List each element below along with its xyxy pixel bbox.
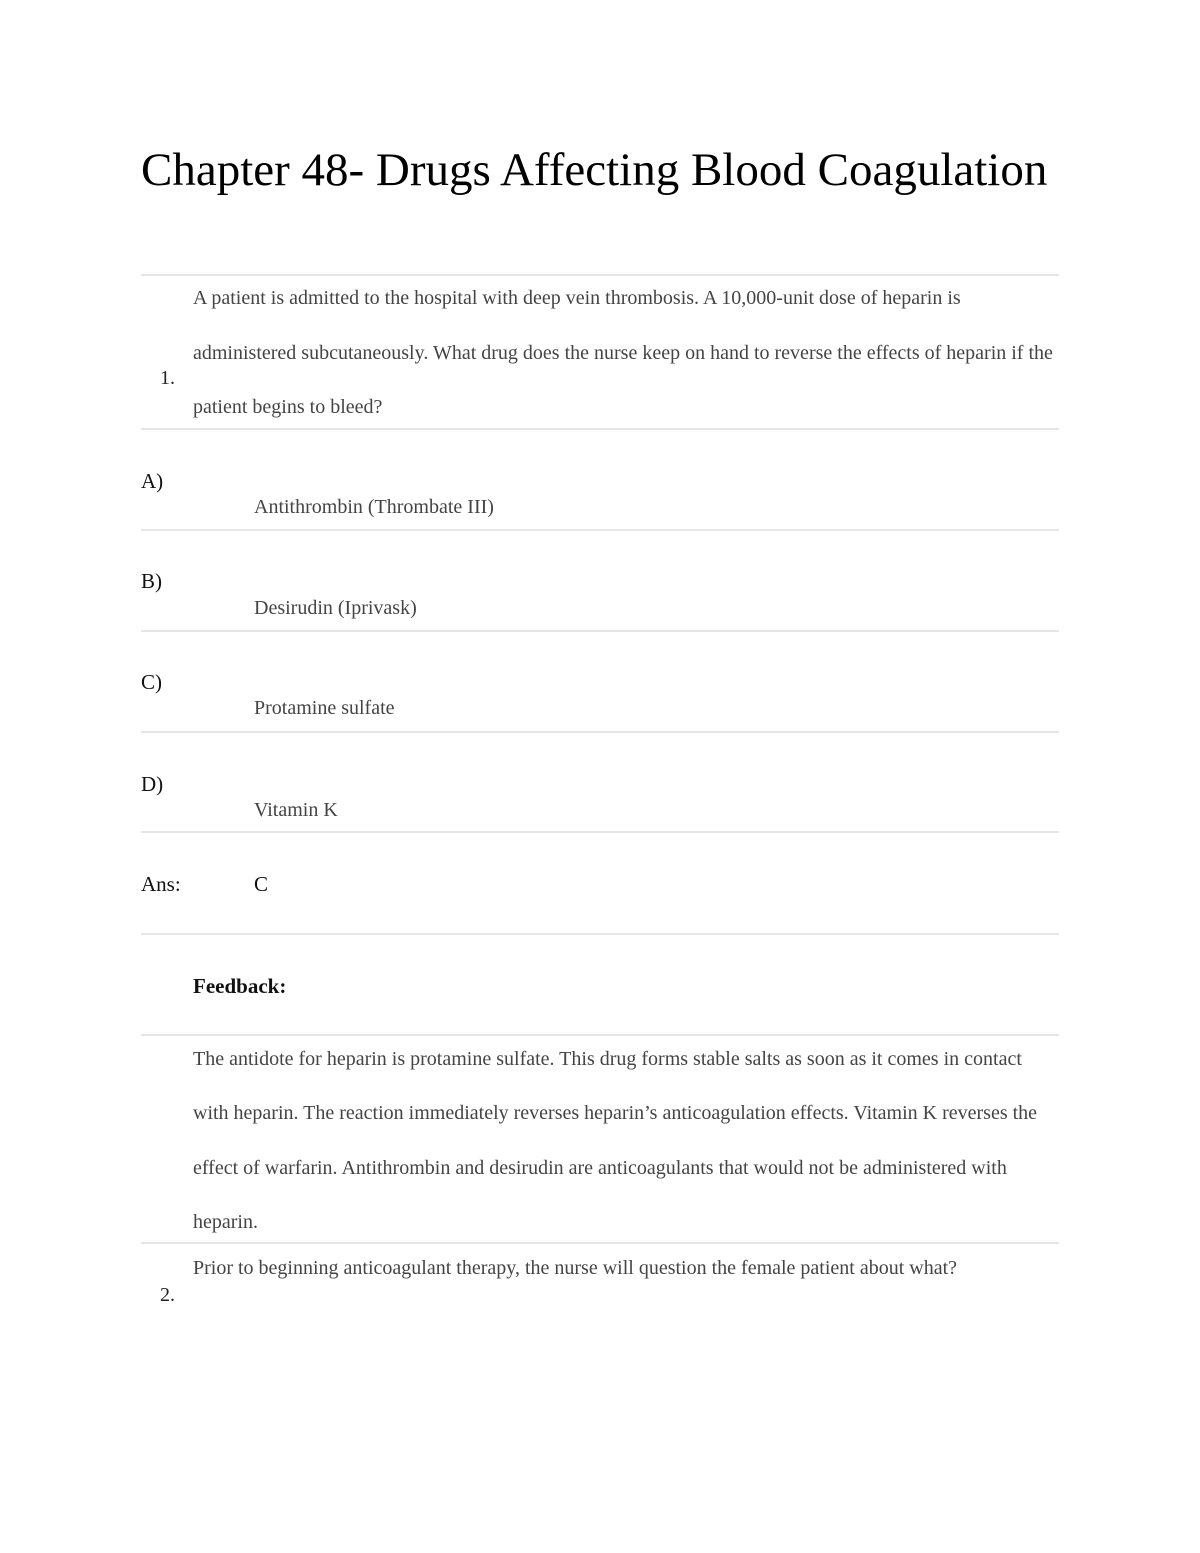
question-text: Prior to beginning anticoagulant therapy, the nurse will question the female patient about what? xyxy=(193,1257,958,1279)
answer-value: C xyxy=(254,872,269,896)
option-text-d[interactable]: Vitamin K xyxy=(254,799,338,821)
question-text: A patient is admitted to the hospital with deep vein thrombosis. A 10,000-unit dose of heparin is administered subcutaneously. What drug does the nurse keep on hand to reverse the effects of heparin if the patient begins to bleed? xyxy=(193,287,1053,418)
answer-label: Ans: xyxy=(141,872,181,896)
option-text-c[interactable]: Protamine sulfate xyxy=(254,697,395,719)
option-letter-b: B) xyxy=(141,569,162,593)
question-number: 1. xyxy=(160,367,175,389)
option-letter-d: D) xyxy=(141,772,164,796)
feedback-text: The antidote for heparin is protamine sulfate. This drug forms stable salts as soon as it comes in contact with heparin. The reaction immediately reverses heparin’s anticoagulation effects. Vitamin K reverses the effect of warfarin. Antithrombin and desirudin are anticoagulants that would not be administered with heparin. xyxy=(193,1048,1038,1233)
option-letter-c: C) xyxy=(141,670,162,694)
divider xyxy=(141,428,1059,430)
divider xyxy=(141,933,1059,935)
divider xyxy=(141,630,1059,632)
option-text-b[interactable]: Desirudin (Iprivask) xyxy=(254,597,417,619)
question-number: 2. xyxy=(160,1284,175,1306)
divider xyxy=(141,529,1059,531)
divider xyxy=(141,731,1059,733)
page-title: Chapter 48- Drugs Affecting Blood Coagulation xyxy=(141,144,1048,196)
divider xyxy=(141,831,1059,833)
feedback-label: Feedback: xyxy=(193,974,287,998)
option-letter-a: A) xyxy=(141,469,164,493)
option-text-a[interactable]: Antithrombin (Thrombate III) xyxy=(254,496,494,518)
